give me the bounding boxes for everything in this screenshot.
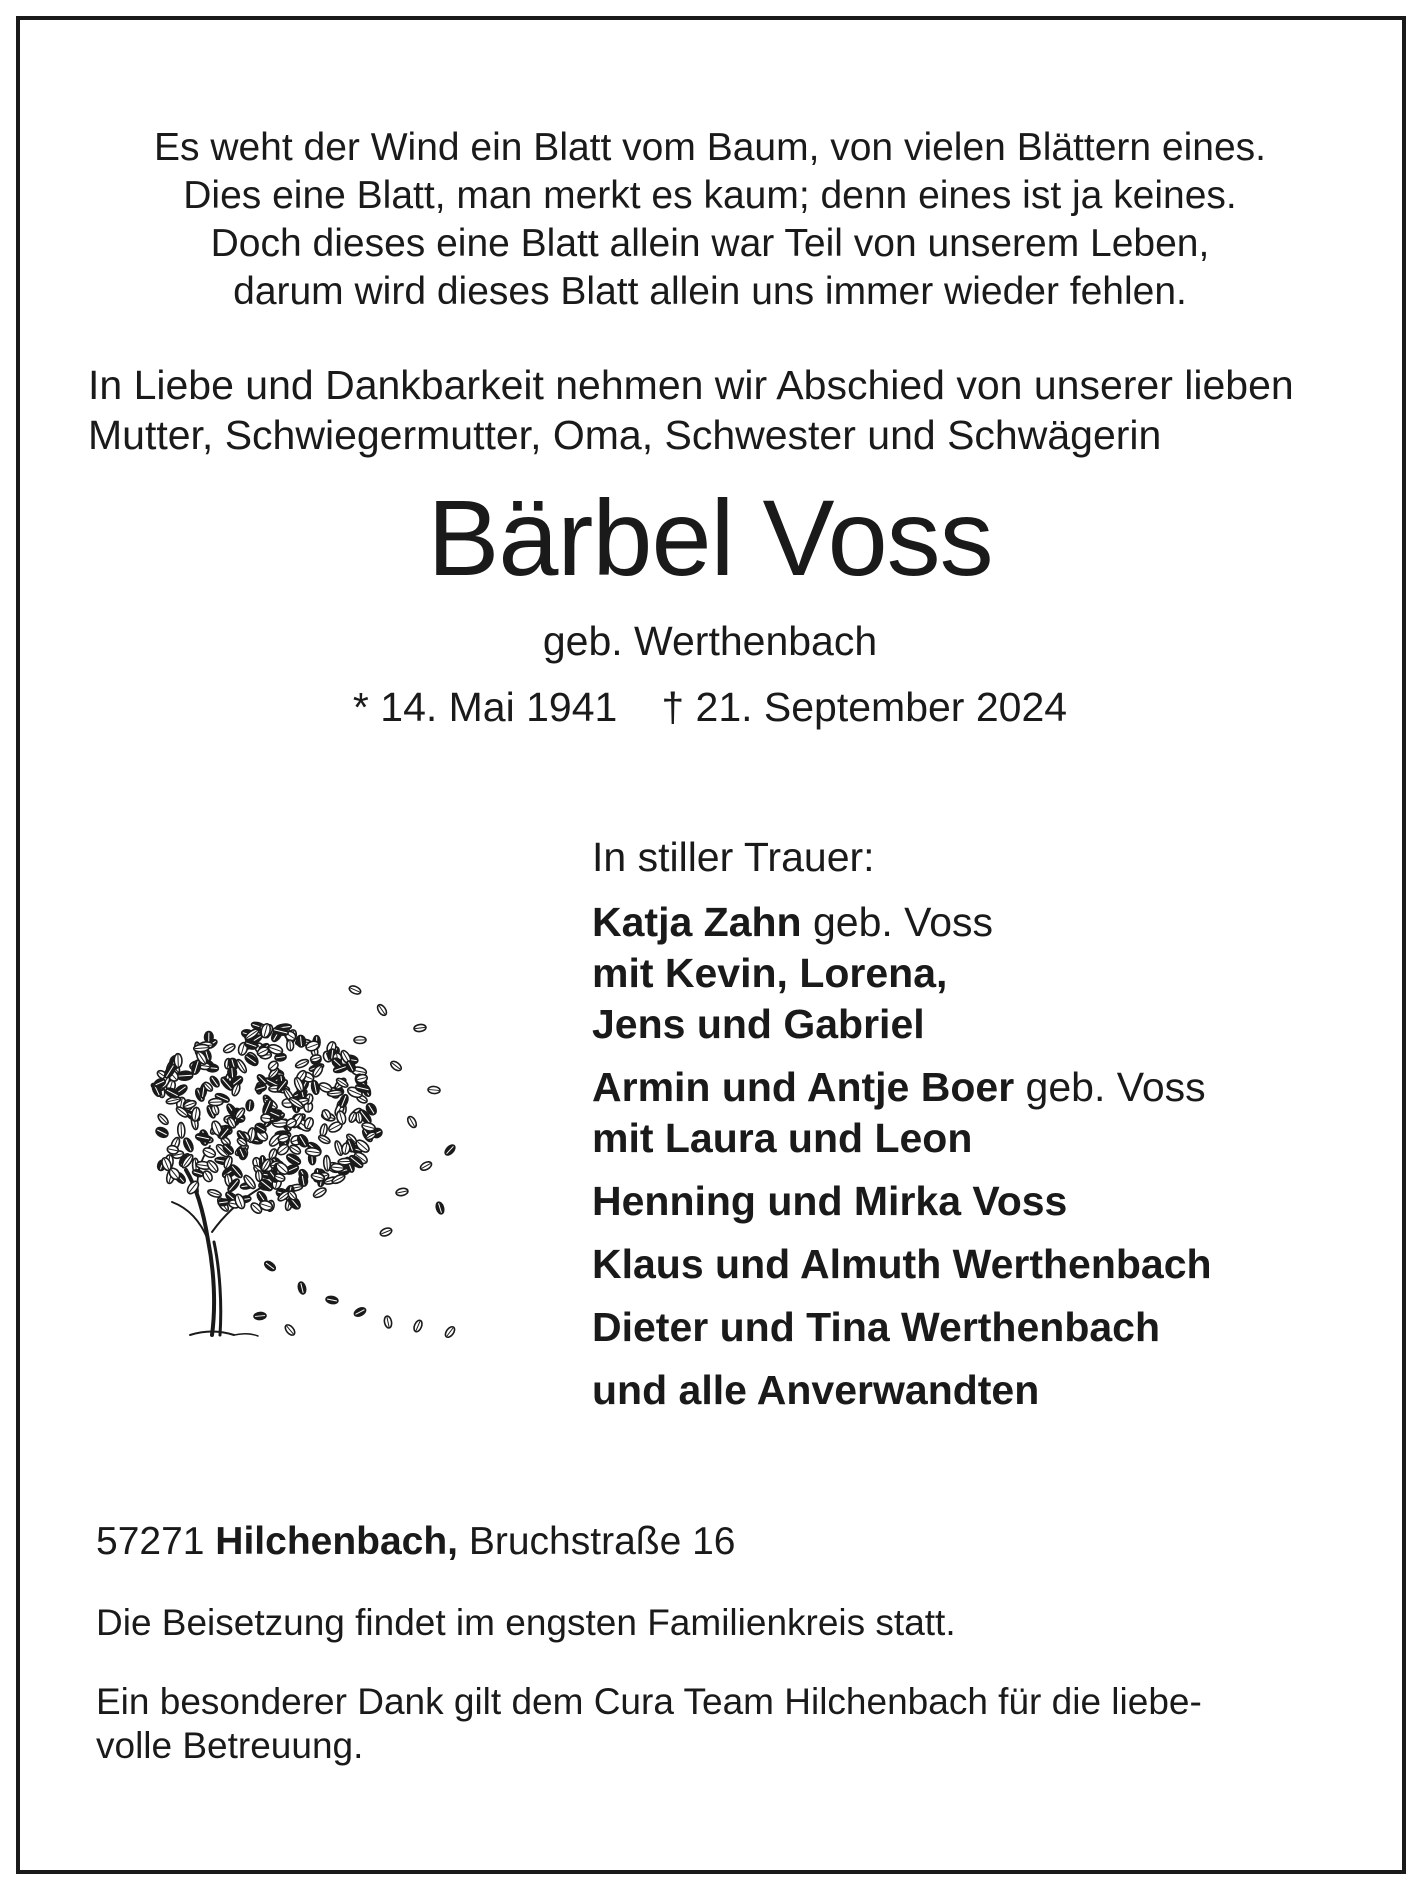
mourner-line: mit Laura und Leon bbox=[592, 1115, 973, 1161]
mourner-line: Jens und Gabriel bbox=[592, 1001, 925, 1047]
tree-trunk bbox=[172, 1146, 268, 1336]
mourner-group bbox=[592, 1239, 1212, 1290]
poem-line: darum wird dieses Blatt allein uns immer wieder fehlen. bbox=[233, 270, 1187, 313]
address bbox=[96, 1518, 736, 1566]
poem-line: Es weht der Wind ein Blatt vom Baum, von vielen Blättern eines. bbox=[153, 126, 1267, 169]
deceased-name: Bärbel Voss bbox=[427, 477, 993, 598]
address-city: Hilchenbach, bbox=[215, 1520, 459, 1563]
mourner-suffix: geb. Voss bbox=[1014, 1064, 1206, 1110]
mourner-group bbox=[592, 897, 1212, 1050]
address-zip: 57271 bbox=[96, 1520, 216, 1563]
tree-crown bbox=[150, 1021, 383, 1215]
mourner-group bbox=[592, 1176, 1212, 1227]
thanks-note bbox=[96, 1680, 1346, 1768]
mourners-list bbox=[592, 832, 1212, 1428]
mourner-name: Dieter und Tina Werthenbach bbox=[592, 1304, 1161, 1350]
mourner-suffix: geb. Voss bbox=[801, 899, 994, 945]
mourner-name: und alle Anverwandten bbox=[592, 1367, 1040, 1413]
thanks-line: volle Betreuung. bbox=[96, 1725, 364, 1766]
mourner-name: Armin und Antje Boer bbox=[592, 1064, 1015, 1110]
mourner-line: mit Kevin, Lorena, bbox=[592, 950, 948, 996]
life-dates bbox=[0, 682, 1420, 732]
poem-line: Dies eine Blatt, man merkt es kaum; denn eines ist ja keines. bbox=[183, 174, 1237, 217]
death-date: † 21. September 2024 bbox=[661, 684, 1068, 730]
mourner-group bbox=[592, 1365, 1212, 1416]
windblown-tree-icon bbox=[150, 970, 470, 1360]
thanks-line: Ein besonderer Dank gilt dem Cura Team Hilchenbach für die liebe- bbox=[96, 1681, 1202, 1722]
poem-line: Doch dieses eine Blatt allein war Teil von unserem Leben, bbox=[210, 222, 1210, 265]
maiden-name: geb. Werthenbach bbox=[542, 618, 878, 664]
mourner-name: Katja Zahn bbox=[592, 899, 802, 945]
poem bbox=[0, 124, 1420, 316]
burial-note: Die Beisetzung findet im engsten Familienkreis statt. bbox=[96, 1602, 956, 1643]
mourner-name: Henning und Mirka Voss bbox=[592, 1178, 1068, 1224]
intro-line: Mutter, Schwiegermutter, Oma, Schwester und Schwägerin bbox=[88, 412, 1162, 458]
intro-text bbox=[88, 360, 1294, 460]
birth-date: * 14. Mai 1941 bbox=[352, 684, 618, 730]
mourner-group bbox=[592, 1062, 1212, 1164]
mourner-group bbox=[592, 1302, 1212, 1353]
mourners-heading: In stiller Trauer: bbox=[592, 834, 875, 880]
intro-line: In Liebe und Dankbarkeit nehmen wir Abschied von unserer lieben bbox=[88, 362, 1294, 408]
mourner-name: Klaus und Almuth Werthenbach bbox=[592, 1241, 1212, 1287]
address-street: Bruchstraße 16 bbox=[458, 1520, 736, 1563]
